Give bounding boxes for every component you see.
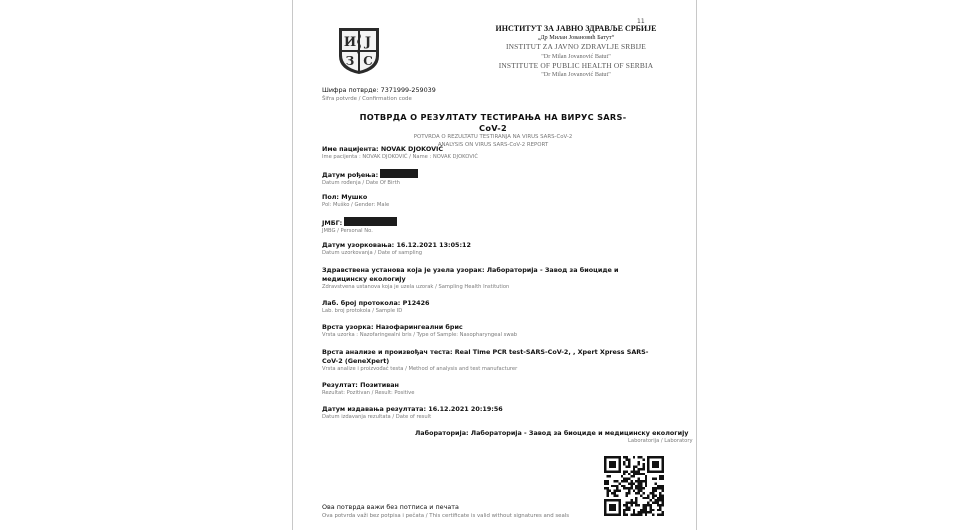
logo-letter-3: З — [345, 54, 355, 68]
field-label: Датум узорковања: — [322, 241, 397, 249]
institute-subname-cyrillic: „Др Милан Јовановић Батут“ — [537, 34, 615, 42]
laboratory-block — [415, 429, 693, 446]
field-value: Мушко — [341, 193, 368, 201]
field-label: Врста узорка: — [322, 323, 376, 331]
institute-name-latin: INSTITUT ZA JAVNO ZDRAVLJE SRBIJE — [505, 42, 647, 52]
field-value: NOVAK DJOKOVIĆ — [380, 145, 444, 153]
field-value: 16.12.2021 20:19:56 — [428, 405, 503, 413]
footer-sub: Ova potvrda važi bez potpisa i pečata / This certificate is valid without signatures and seals — [322, 513, 570, 519]
field-result-date — [322, 405, 503, 422]
field-gender — [322, 193, 389, 210]
field-label: Датум рођења: — [322, 171, 381, 179]
field-value: Лабораторија - Завод за биоциде и медицинску екологију — [322, 266, 619, 283]
field-sampling-institution — [322, 266, 657, 292]
institute-name-english: INSTITUTE OF PUBLIC HEALTH OF SERBIA — [498, 60, 654, 70]
footer-line: Ова потврда важи без потписа и печата — [322, 503, 459, 511]
field-label: Пол: — [322, 193, 342, 201]
field-value: 16.12.2021 13:05:12 — [396, 241, 471, 249]
field-personal-number — [322, 217, 397, 236]
field-sample-type — [322, 323, 517, 340]
page-number: 11 — [637, 18, 645, 25]
page-right-edge — [696, 0, 697, 530]
qr-code — [604, 456, 664, 516]
field-value: Позитиван — [360, 381, 399, 389]
title-english: ANALYSIS ON VIRUS SARS-CoV-2 REPORT — [437, 141, 549, 148]
field-sub: Datum rođenja / Date Of Birth — [322, 180, 400, 186]
title-main: ПОТВРДА О РЕЗУЛТАТУ ТЕСТИРАЊА НА ВИРУС SARS-CoV-2 — [359, 112, 627, 133]
institute-logo — [337, 26, 381, 76]
field-patient-name — [322, 145, 478, 162]
logo-letter-2: Ј — [364, 35, 372, 50]
field-label: Резултат: — [322, 381, 361, 389]
logo-letter-1: И — [343, 35, 357, 50]
footer-note — [322, 503, 569, 520]
field-value: Назофарингеални брис — [375, 323, 463, 331]
field-sample-id — [322, 299, 429, 316]
institute-subname-english: "Dr Milan Jovanović Batut" — [541, 71, 611, 79]
qr-modules — [604, 456, 664, 516]
confirmation-code-label: Шифра потврде: 7371999-259039 — [322, 86, 436, 94]
field-label: Име пацијента: — [322, 145, 381, 153]
document-title — [353, 112, 633, 149]
field-label: Здравствена установа која је узела узорак: — [322, 266, 487, 274]
field-label: Лаб. број протокола: — [322, 299, 403, 307]
field-date-of-birth — [322, 169, 418, 188]
logo-letter-4: С — [363, 54, 373, 68]
laboratory-label: Лабораторија: Лабораторија - Завод за биоциде и медицинску екологију — [415, 429, 689, 437]
field-sub: JMBG / Personal No. — [322, 228, 373, 234]
laboratory-sub: Laboratorija / Laboratory — [628, 438, 693, 444]
field-sub: Pol: Muško / Gender: Male — [322, 202, 390, 208]
field-sub: Datum uzorkovanja / Date of sampling — [322, 250, 423, 256]
field-analysis-method — [322, 348, 662, 374]
institute-name-cyrillic: ИНСТИТУТ ЗА ЈАВНО ЗДРАВЉЕ СРБИЈЕ — [495, 24, 657, 33]
field-result — [322, 381, 414, 398]
field-sub: Datum izdavanja rezultata / Date of result — [322, 414, 432, 420]
field-sub: Ime pacijenta : NOVAK DJOKOVIĆ / Name : NOVAK DJOKOVIĆ — [322, 154, 478, 160]
field-sub: Vrsta analize i proizvođač testa / Method of analysis and test manufacturer — [322, 366, 518, 372]
field-label: Врста анализе и произвођач теста: — [322, 348, 455, 356]
field-value: P12426 — [402, 299, 430, 307]
field-sub: Lab. broj protokola / Sample ID — [322, 308, 403, 314]
field-sub: Zdravstvena ustanova koja je uzela uzorak / Sampling Health Institution — [322, 284, 510, 290]
certificate-page — [293, 0, 696, 530]
field-value: Real Time PCR test-SARS-CoV-2, , Xpert Xpress SARS-CoV-2 (GeneXpert) — [322, 348, 649, 365]
field-label: ЈМБГ: — [322, 219, 345, 227]
redaction-box — [344, 217, 397, 226]
institute-subname-latin: "Dr Milan Jovanović Batut" — [541, 52, 611, 60]
field-sub: Vrsta uzorka : Nazofaringealni bris / Type of Sample: Nasopharyngeal swab — [322, 332, 518, 338]
institute-header — [483, 24, 669, 79]
confirmation-code-sub: Šifra potvrde / Confirmation code — [322, 96, 412, 102]
field-sampling-date — [322, 241, 471, 258]
field-label: Датум издавања резултата: — [322, 405, 429, 413]
title-latin: POTVRDA O REZULTATU TESTIRANJA NA VIRUS SARS-CoV-2 — [413, 134, 573, 140]
redaction-box — [380, 169, 418, 178]
confirmation-code — [322, 86, 436, 103]
field-sub: Rezultat: Pozitivan / Result: Positive — [322, 390, 415, 396]
